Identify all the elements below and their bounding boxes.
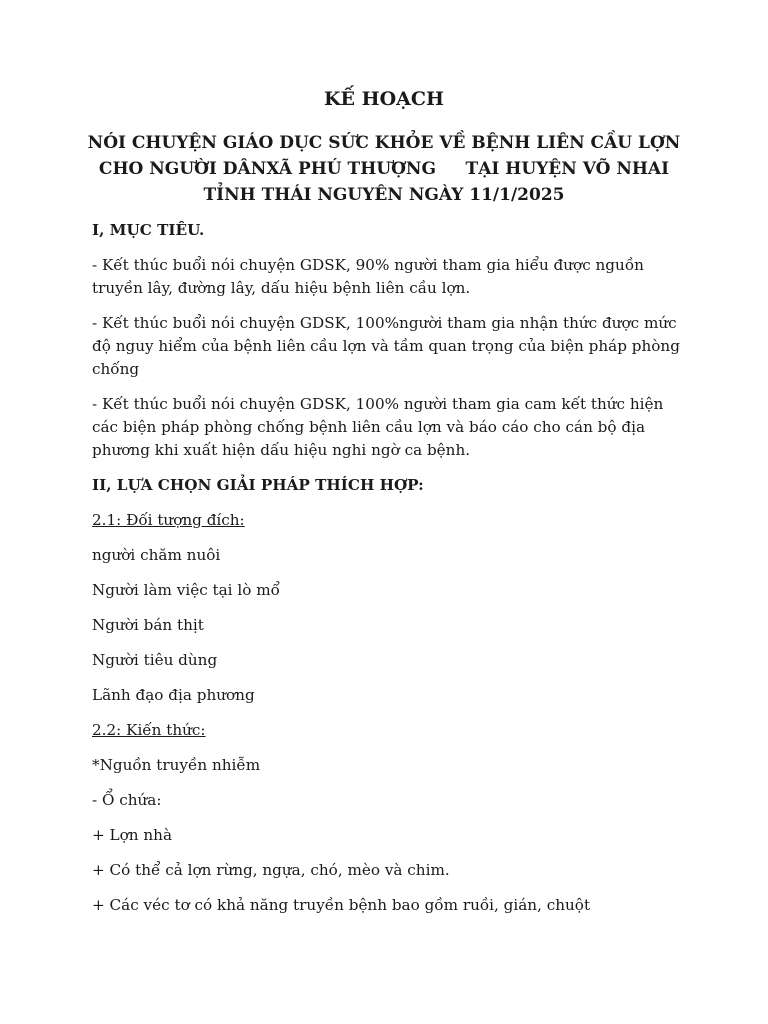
paragraph: - Kết thúc buổi nói chuyện GDSK, 90% người tham gia hiểu được nguồn truyền lây, đường lây, dấu hiệu bệnh liên cầu lợn.	[92, 256, 644, 297]
list-item: Người làm việc tại lò mổ	[92, 581, 280, 599]
list-item: + Các véc tơ có khả năng truyền bệnh bao gồm ruồi, gián, chuột	[92, 896, 591, 914]
subtitle-line: CHO NGƯỜI DÂNXÃ PHÚ THƯỢNG TẠI HUYỆN VÕ NHAI	[98, 159, 670, 179]
paragraph: - Kết thúc buổi nói chuyện GDSK, 100% người tham gia cam kết thức hiện các biện pháp phòng chống bệnh liên cầu lợn và báo cáo cho cán bộ địa phương khi xuất hiện dấu hiệu nghi ngờ ca bệnh.	[92, 395, 664, 459]
document-subtitle	[60, 130, 708, 208]
subsection-heading: 2.1: Đối tượng đích:	[92, 511, 245, 529]
list-item: Lãnh đạo địa phương	[92, 686, 255, 704]
list-item: + Có thể cả lợn rừng, ngựa, chó, mèo và chim.	[92, 861, 450, 879]
document-body	[92, 219, 682, 929]
list-item: - Ổ chứa:	[92, 791, 162, 809]
list-item: Người bán thịt	[92, 616, 204, 634]
section-heading: II, LỰA CHỌN GIẢI PHÁP THÍCH HỢP:	[92, 476, 424, 494]
paragraph: - Kết thúc buổi nói chuyện GDSK, 100%người tham gia nhận thức được mức độ nguy hiểm của bệnh liên cầu lợn và tầm quan trọng của biện pháp phòng chống	[92, 314, 680, 378]
list-item: + Lợn nhà	[92, 826, 173, 844]
document-title: KẾ HOẠCH	[324, 88, 444, 110]
section-heading: I, MỤC TIÊU.	[92, 221, 205, 239]
subtitle-line: NÓI CHUYỆN GIÁO DỤC SỨC KHỎE VỀ BỆNH LIÊN CẦU LỢN	[87, 133, 681, 153]
list-item: người chăm nuôi	[92, 546, 221, 564]
list-item: *Nguồn truyền nhiễm	[92, 756, 261, 774]
subtitle-line: TỈNH THÁI NGUYÊN NGÀY 11/1/2025	[203, 185, 565, 205]
list-item: Người tiêu dùng	[92, 651, 218, 669]
subsection-heading: 2.2: Kiến thức:	[92, 721, 206, 739]
